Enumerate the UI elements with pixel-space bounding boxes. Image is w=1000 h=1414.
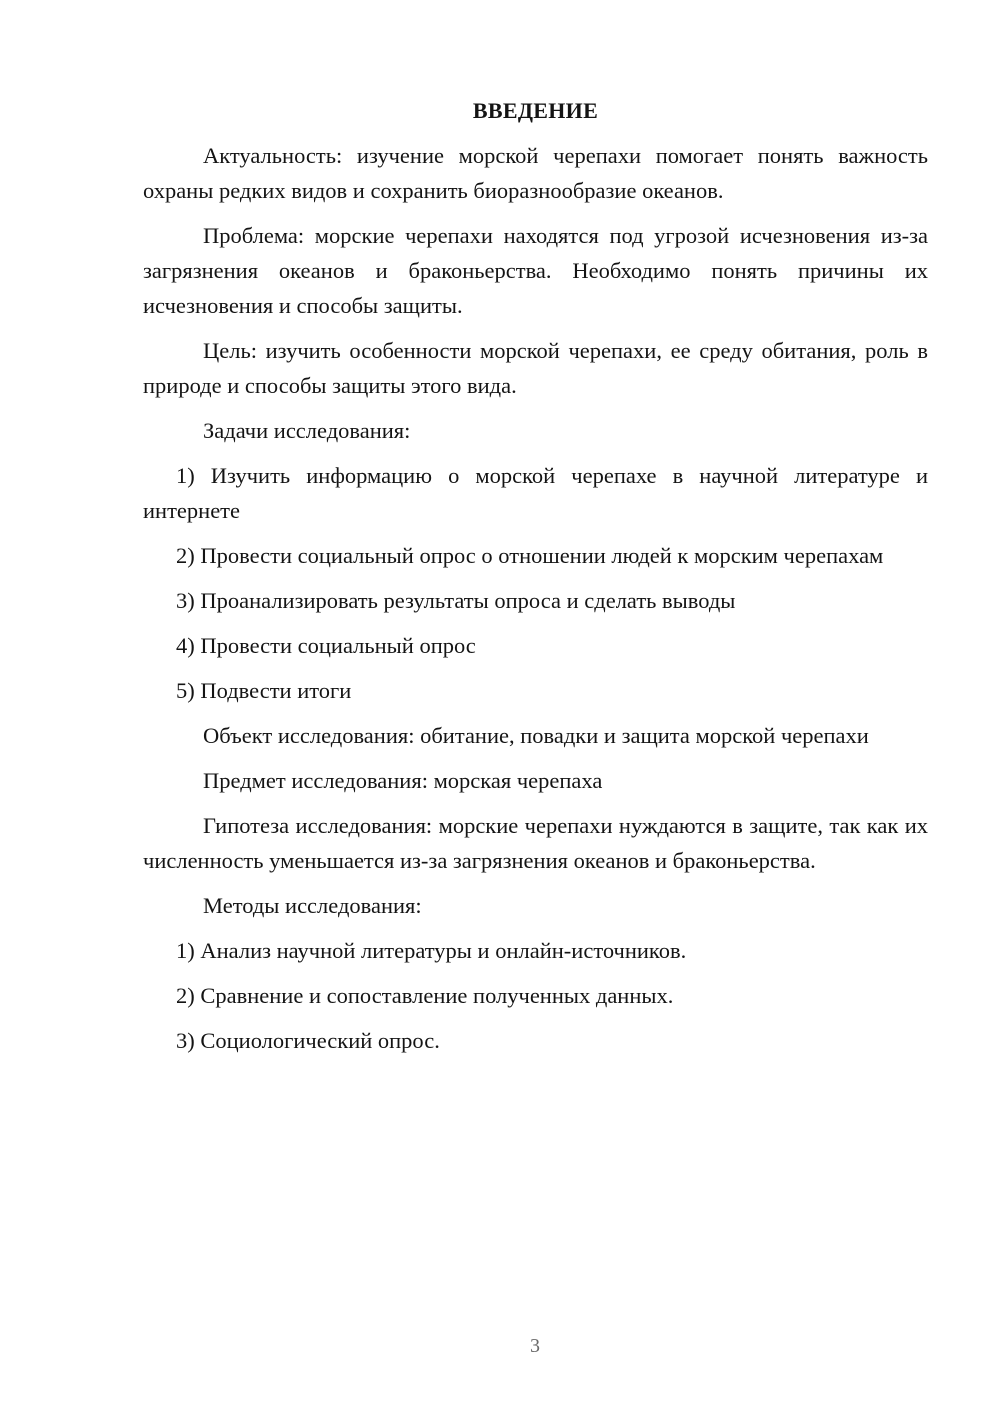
page-number: 3 (530, 1335, 540, 1357)
relevance-paragraph: Актуальность: изучение морской черепахи помогает понять важность охраны редких видов и сохранить биоразнообразие океанов. (143, 143, 928, 203)
task-item-3: 3) Проанализировать результаты опроса и сделать выводы (176, 588, 736, 613)
subject-paragraph: Предмет исследования: морская черепаха (203, 768, 603, 793)
task-item-5: 5) Подвести итоги (176, 678, 352, 703)
tasks-heading: Задачи исследования: (203, 418, 411, 443)
problem-paragraph: Проблема: морские черепахи находятся под угрозой исчезновения из-за загрязнения океанов и браконьерства. Необходимо понять причины их исчезновения и способы защиты. (143, 223, 928, 318)
method-item-1: 1) Анализ научной литературы и онлайн-источников. (176, 938, 687, 963)
method-item-2: 2) Сравнение и сопоставление полученных данных. (176, 983, 674, 1008)
page-content (143, 96, 928, 1068)
methods-heading: Методы исследования: (203, 893, 422, 918)
task-item-1: 1) Изучить информацию о морской черепахе в научной литературе и интернете (143, 463, 928, 523)
task-item-2: 2) Провести социальный опрос о отношении людей к морским черепахам (176, 543, 884, 568)
task-item-4: 4) Провести социальный опрос (176, 633, 476, 658)
section-title: ВВЕДЕНИЕ (472, 98, 599, 123)
object-paragraph: Объект исследования: обитание, повадки и защита морской черепахи (203, 723, 869, 748)
method-item-3: 3) Социологический опрос. (176, 1028, 440, 1053)
goal-paragraph: Цель: изучить особенности морской черепахи, ее среду обитания, роль в природе и способы защиты этого вида. (143, 338, 928, 398)
hypothesis-paragraph: Гипотеза исследования: морские черепахи нуждаются в защите, так как их численность уменьшается из-за загрязнения океанов и браконьерства. (143, 813, 928, 873)
